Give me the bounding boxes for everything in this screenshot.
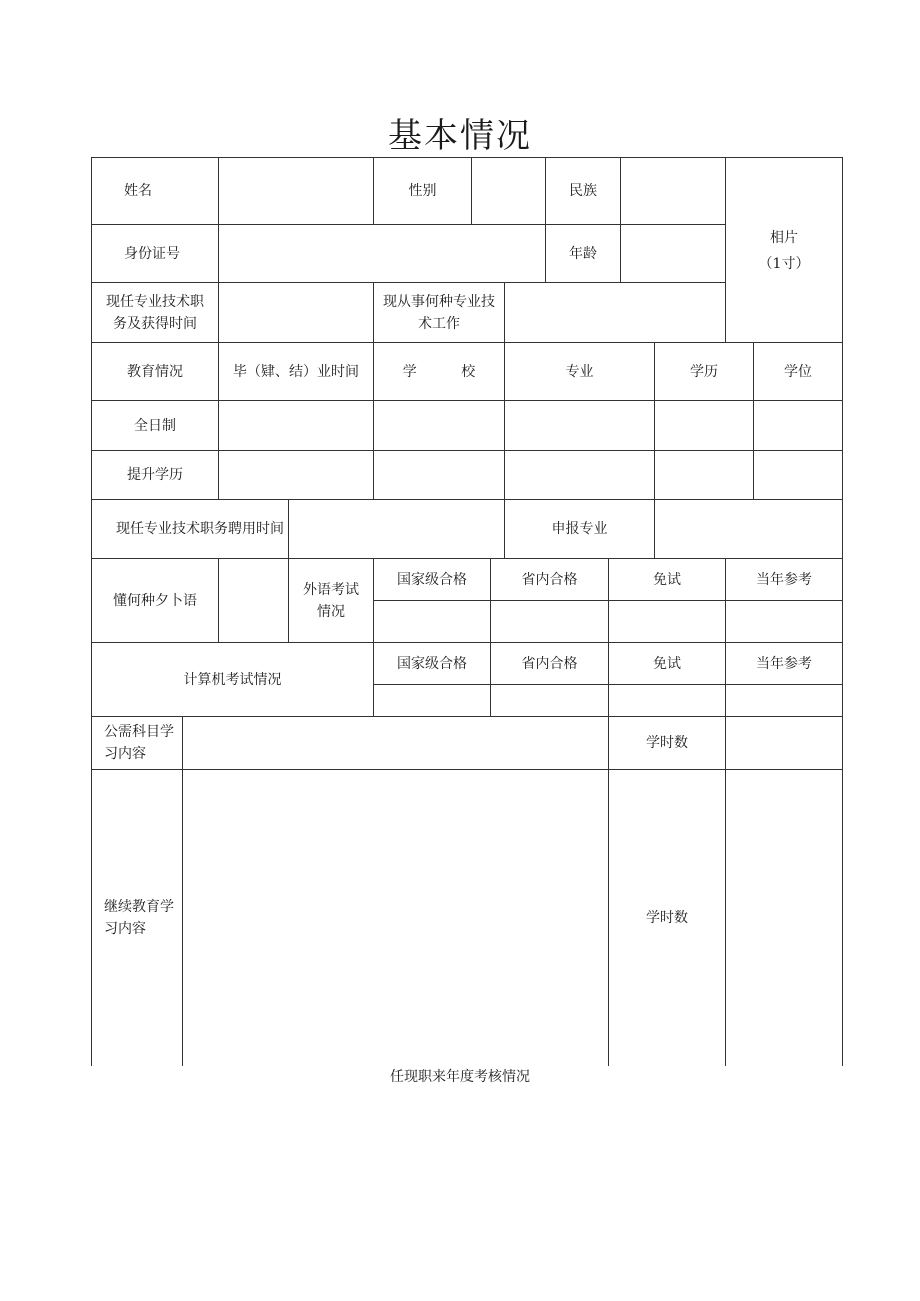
age-field[interactable] — [621, 225, 725, 282]
continuing-edu-field[interactable] — [183, 770, 608, 1066]
label-computer-exam: 计算机考试情况 — [183, 671, 282, 688]
label-degree: 学位 — [784, 363, 812, 380]
label-upgrade: 提升学历 — [127, 467, 183, 483]
label-foreign-exam: 外语考试情况 — [303, 581, 359, 620]
label-appoint-time: 现任专业技术职务聘用时间 — [116, 521, 284, 537]
label-education: 教育情况 — [127, 363, 183, 380]
label-study-hours-continuing: 学时数 — [646, 910, 688, 926]
label-national-pass-lang: 国家级合格 — [397, 571, 467, 588]
page-title: 基本情况 — [388, 116, 532, 156]
label-foreign-lang: 懂何种夕卜语 — [113, 592, 197, 609]
gender-field[interactable] — [472, 158, 545, 224]
name-field[interactable] — [219, 158, 373, 224]
label-study-hours-public: 学时数 — [646, 735, 688, 751]
photo-box[interactable] — [726, 225, 842, 277]
label-national-pass-computer: 国家级合格 — [397, 655, 467, 672]
label-this-year-computer: 当年参考 — [756, 655, 812, 672]
label-gender: 性别 — [408, 183, 437, 199]
study-hours-continuing-field[interactable] — [726, 770, 842, 1066]
label-ethnicity: 民族 — [569, 183, 597, 199]
ethnicity-field[interactable] — [621, 158, 725, 224]
label-age: 年龄 — [569, 245, 597, 262]
label-school: 学 校 — [402, 363, 476, 380]
label-continuing-edu: 继续教育学习内容 — [104, 899, 174, 937]
apply-major-field[interactable] — [655, 500, 842, 558]
label-major: 专业 — [565, 363, 594, 380]
label-degree-level: 学历 — [690, 363, 718, 380]
label-grad-time: 毕（肄、结）业时间 — [233, 363, 359, 380]
label-apply-major: 申报专业 — [551, 521, 608, 537]
label-id-number: 身份证号 — [124, 245, 180, 262]
label-current-work: 现从事何种专业技术工作 — [383, 293, 495, 332]
label-name: 姓名 — [124, 183, 152, 199]
label-public-subjects: 公需科目学习内容 — [104, 724, 174, 762]
label-exempt-computer: 免试 — [653, 655, 681, 672]
label-this-year-lang: 当年参考 — [756, 571, 812, 588]
current-work-field[interactable] — [505, 283, 725, 342]
footer-caption: 任现职来年度考核情况 — [390, 1069, 530, 1085]
appoint-time-field[interactable] — [289, 500, 504, 558]
public-subjects-field[interactable] — [183, 717, 608, 769]
study-hours-public-field[interactable] — [726, 717, 842, 769]
label-provincial-pass-lang: 省内合格 — [521, 571, 578, 588]
label-exempt-lang: 免试 — [653, 571, 681, 588]
foreign-lang-field[interactable] — [219, 559, 288, 642]
label-current-title: 现任专业技术职务及获得时间 — [106, 293, 204, 332]
label-photo-size: （1寸） — [758, 256, 810, 272]
label-full-time: 全日制 — [134, 417, 176, 434]
label-photo: 相片 — [770, 230, 798, 246]
id-number-field[interactable] — [219, 225, 545, 282]
label-provincial-pass-computer: 省内合格 — [521, 655, 578, 672]
current-title-field[interactable] — [219, 283, 373, 342]
